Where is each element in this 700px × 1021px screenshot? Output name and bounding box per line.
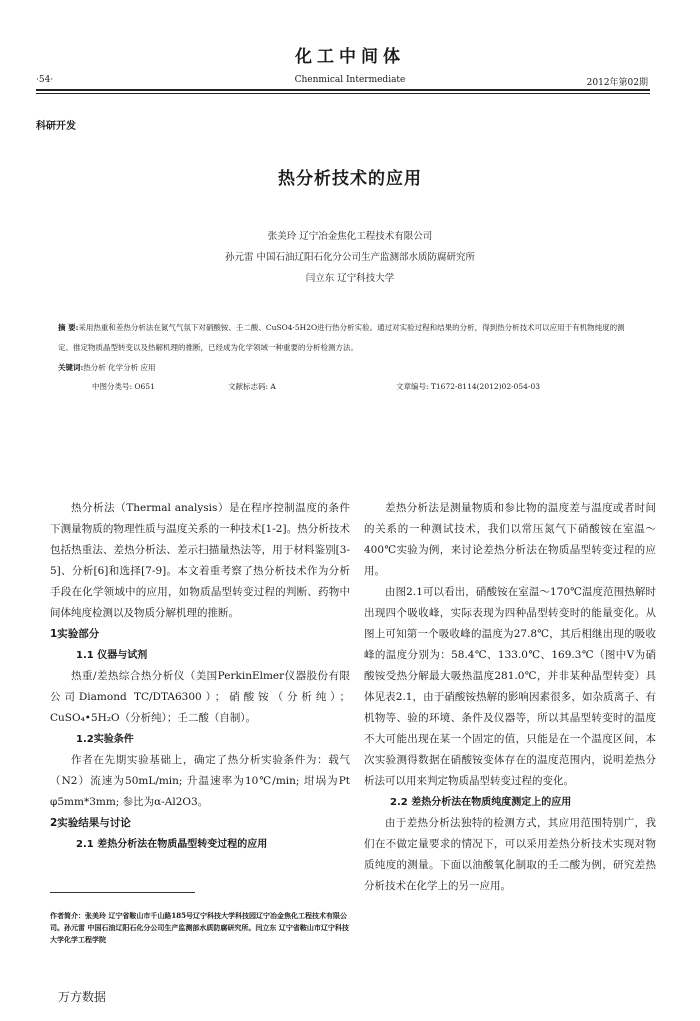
body-left-column <box>50 498 350 855</box>
author-line: 闫立东 辽宁科技大学 <box>305 273 395 284</box>
abstract-label: 摘 要: <box>58 323 79 332</box>
ammonium-nitrate-paragraph: 由图2.1可以看出，硝酸铵在室温～170℃温度范围热解时出现四个吸收峰，实际表现为四种晶型转变时的能量变化。从图上可知第一个吸收峰的温度为27.8℃，其后相继出现的吸收峰的温度分别为：58.4℃、133.0℃、169.3℃（图中V为硝酸铵受热分解最大吸热温度281.0℃，并非某种晶型转变）具体见表2.1，由于硝酸铵热解的影响因素很多，如杂质离子、有机物等、验的环境、条件及仪器等，所以其晶型转变时的温度不大可能出现在某一个固定的值，只能是在一个温度区间，本次实验测得数据在硝酸铵变体存在的温度范围内，说明差热分析法可以用来判定物质晶型转变过程的变化。 <box>364 586 656 787</box>
issue-label: 2012年第02期 <box>586 78 648 88</box>
intro-paragraph: 热分析法（Thermal analysis）是在程序控制温度的条件下测量物质的物理性质与温度关系的一种技术[1-2]。热分析技术包括热重法、差热分析法、差示扫描量热法等，用于材料鉴别[3-5]、分析[6]和选择[7-9]。本文着重考察了热分析技术作为分析手段在化学领域中的应用，如物质晶型转变过程的判断、药物中间体纯度检测以及物质分解机理的推断。 <box>50 502 350 619</box>
author-line: 张美玲 辽宁冶金焦化工程技术有限公司 <box>267 231 433 242</box>
body-right-column <box>364 498 656 897</box>
document-code: 文献标志码: A <box>228 382 276 391</box>
journal-english-title: Chenmical Intermediate <box>294 75 406 85</box>
heading-purity: 2.2 差热分析法在物质纯度测定上的应用 <box>390 797 572 808</box>
keywords-label: 关键词: <box>58 363 84 372</box>
journal-title: 化工中间体 <box>295 47 405 67</box>
heading-instruments: 1.1 仪器与试剂 <box>76 650 148 661</box>
section-tag: 科研开发 <box>36 121 76 132</box>
heading-experiment: 1实验部分 <box>50 628 100 640</box>
article-number: 文章编号: T1672-8114(2012)02-054-03 <box>396 382 541 391</box>
dta-paragraph: 差热分析法是测量物质和参比物的温度差与温度或者时间的关系的一种测试技术，我们以常压氮气下硝酸铵在室温～400℃实验为例，来讨论差热分析法在物质晶型转变过程的应用。 <box>364 502 656 577</box>
author-footnote: 作者简介：张美玲 辽宁省鞍山市千山路185号辽宁科技大学科技园辽宁冶金焦化工程技术有限公司。孙元雷 中国石油辽阳石化分公司生产监测部水质防腐研究所。闫立东 辽宁省鞍山市辽宁科技大学化学工程学院 <box>50 911 349 944</box>
keywords-text: 热分析 化学分析 应用 <box>83 363 156 372</box>
classification-number: 中图分类号: O651 <box>92 382 155 391</box>
author-line: 孙元雷 中国石油辽阳石化分公司生产监测部水质防腐研究所 <box>224 252 476 263</box>
author-list <box>0 226 700 289</box>
instruments-paragraph: 热重/差热综合热分析仪（美国PerkinElmer仪器股份有限公司Diamond TC/DTA6300）；硝酸铵（分析纯）；CuSO₄•5H₂O（分析纯）；壬二酸（自制）。 <box>50 670 350 724</box>
abstract-text: 采用热重和差热分析法在氮气气氛下对硝酸铵、壬二酸、CuSO4·5H2O进行热分析实验。通过对实验过程和结果的分析，得到热分析技术可以应用于有机物纯度的测定、推定物质晶型转变以及热解机理的推断，已经成为化学领域一种重要的分析检测方法。 <box>58 323 625 352</box>
heading-results: 2实验结果与讨论 <box>50 817 131 829</box>
watermark-text: 万方数据 <box>58 990 107 1004</box>
page-number: ·54· <box>36 75 54 85</box>
paper-title: 热分析技术的应用 <box>278 169 422 189</box>
keywords <box>58 358 636 378</box>
abstract <box>58 318 636 378</box>
header-rule-thick <box>36 89 650 91</box>
purity-paragraph: 由于差热分析法独特的检测方式，其应用范围特别广，我们在不做定量要求的情况下，可以采用差热分析技术实现对物质纯度的测量。下面以油酸氧化制取的壬二酸为例，研究差热分析技术在化学上的另一应用。 <box>364 817 656 892</box>
heading-crystal-transition: 2.1 差热分析法在物质晶型转变过程的应用 <box>76 839 268 850</box>
footnote-rule <box>50 892 195 893</box>
conditions-paragraph: 作者在先期实验基础上，确定了热分析实验条件为：载气（N2）流速为50mL/min; 升温速率为10℃/min; 坩埚为Pt φ5mm*3mm; 参比为α-Al2O3。 <box>50 754 350 808</box>
header-rule-thin <box>36 93 650 94</box>
heading-conditions: 1.2实验条件 <box>76 734 134 745</box>
